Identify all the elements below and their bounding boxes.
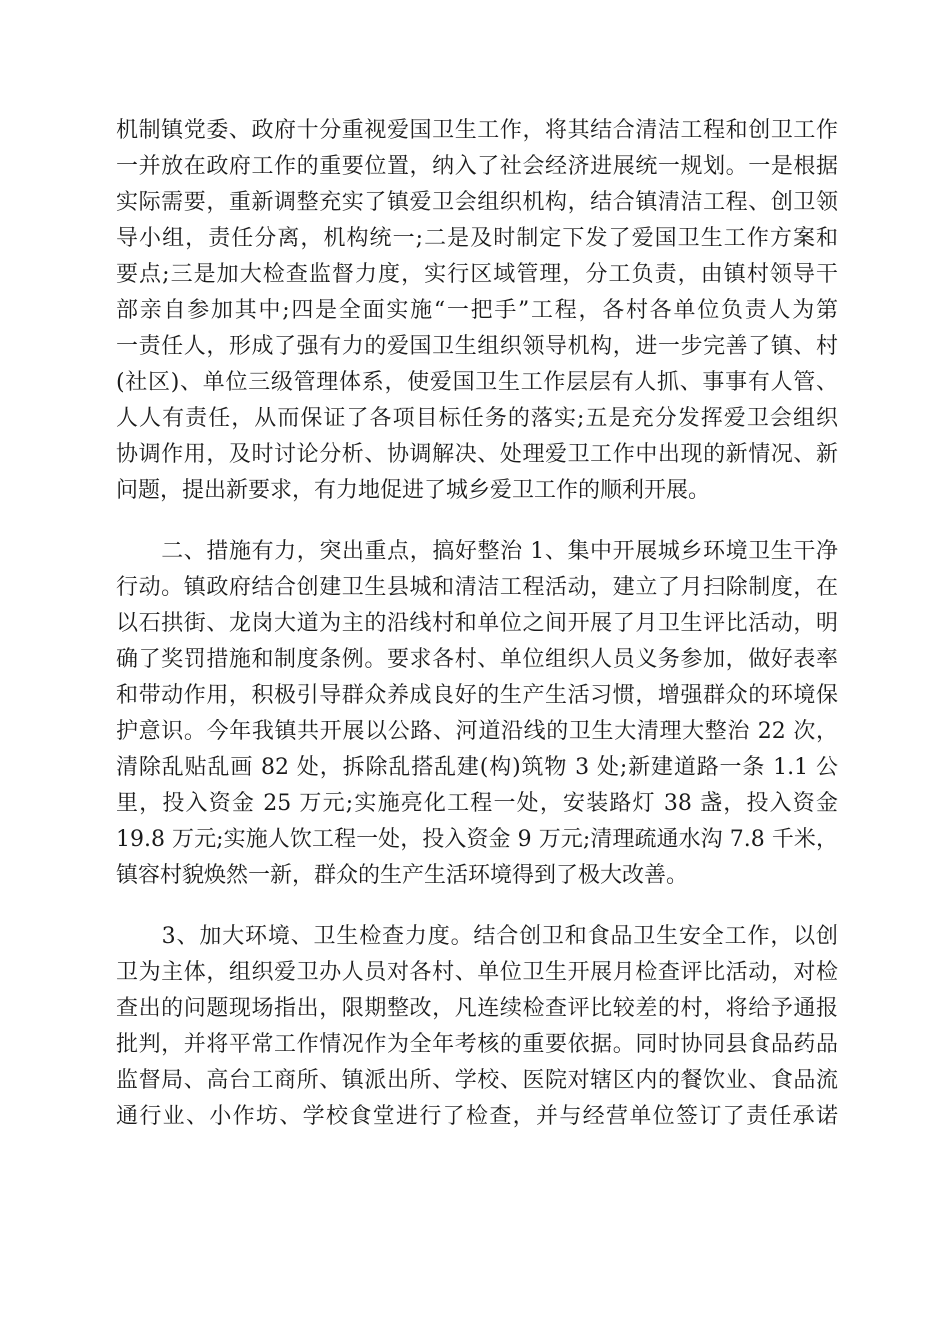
- paragraph-line: 里，投入资金 25 万元;实施亮化工程一处，安装路灯 38 盏，投入资金: [116, 791, 838, 816]
- paragraph-line: 19.8 万元;实施人饮工程一处，投入资金 9 万元;清理疏通水沟 7.8 千米，: [116, 827, 838, 852]
- paragraph-line: 人人有责任，从而保证了各项目标任务的落实;五是充分发挥爱卫会组织: [116, 406, 838, 431]
- document-body: [116, 113, 838, 1135]
- paragraph-line: 一并放在政府工作的重要位置，纳入了社会经济进展统一规划。一是根据: [116, 154, 838, 179]
- paragraph-line: 通行业、小作坊、学校食堂进行了检查，并与经营单位签订了责任承诺: [116, 1104, 838, 1129]
- paragraph-line: 二、措施有力，突出重点，搞好整治 1、集中开展城乡环境卫生干净: [116, 539, 838, 564]
- paragraph-line: (社区)、单位三级管理体系，使爱国卫生工作层层有人抓、事事有人管、: [116, 370, 838, 395]
- paragraph-line: 一责任人，形成了强有力的爱国卫生组织领导机构，进一步完善了镇、村: [116, 334, 838, 359]
- paragraph-line: 行动。镇政府结合创建卫生县城和清洁工程活动，建立了月扫除制度，在: [116, 575, 838, 600]
- paragraph-line: 和带动作用，积极引导群众养成良好的生产生活习惯，增强群众的环境保: [116, 683, 838, 708]
- paragraph-line: 实际需要，重新调整充实了镇爱卫会组织机构，结合镇清洁工程、创卫领: [116, 190, 838, 215]
- paragraph-1: [116, 113, 838, 509]
- paragraph-line: 确了奖罚措施和制度条例。要求各村、单位组织人员义务参加，做好表率: [116, 647, 838, 672]
- paragraph-line: 批判，并将平常工作情况作为全年考核的重要依据。同时协同县食品药品: [116, 1032, 838, 1057]
- paragraph-2: [116, 534, 838, 894]
- paragraph-line: 以石拱街、龙岗大道为主的沿线村和单位之间开展了月卫生评比活动，明: [116, 611, 838, 636]
- paragraph-3: [116, 919, 838, 1135]
- paragraph-line: 清除乱贴乱画 82 处，拆除乱搭乱建(构)筑物 3 处;新建道路一条 1.1 公: [116, 755, 838, 780]
- paragraph-line: 部亲自参加其中;四是全面实施“一把手”工程，各村各单位负责人为第: [116, 298, 838, 323]
- paragraph-line: 协调作用，及时讨论分析、协调解决、处理爱卫工作中出现的新情况、新: [116, 442, 838, 467]
- paragraph-line: 监督局、高台工商所、镇派出所、学校、医院对辖区内的餐饮业、食品流: [116, 1068, 838, 1093]
- paragraph-line: 3、加大环境、卫生检查力度。结合创卫和食品卫生安全工作，以创: [116, 924, 838, 949]
- paragraph-line: 护意识。今年我镇共开展以公路、河道沿线的卫生大清理大整治 22 次，: [116, 719, 838, 744]
- paragraph-line: 卫为主体，组织爱卫办人员对各村、单位卫生开展月检查评比活动，对检: [116, 960, 838, 985]
- paragraph-line: 机制镇党委、政府十分重视爱国卫生工作，将其结合清洁工程和创卫工作: [116, 118, 838, 143]
- paragraph-line: 问题，提出新要求，有力地促进了城乡爱卫工作的顺利开展。: [116, 478, 711, 503]
- paragraph-line: 查出的问题现场指出，限期整改，凡连续检查评比较差的村，将给予通报: [116, 996, 838, 1021]
- paragraph-spacer: [116, 894, 838, 919]
- paragraph-line: 要点;三是加大检查监督力度，实行区域管理，分工负责，由镇村领导干: [116, 262, 838, 287]
- paragraph-spacer: [116, 509, 838, 534]
- paragraph-line: 导小组，责任分离，机构统一;二是及时制定下发了爱国卫生工作方案和: [116, 226, 838, 251]
- paragraph-line: 镇容村貌焕然一新，群众的生产生活环境得到了极大改善。: [116, 863, 689, 888]
